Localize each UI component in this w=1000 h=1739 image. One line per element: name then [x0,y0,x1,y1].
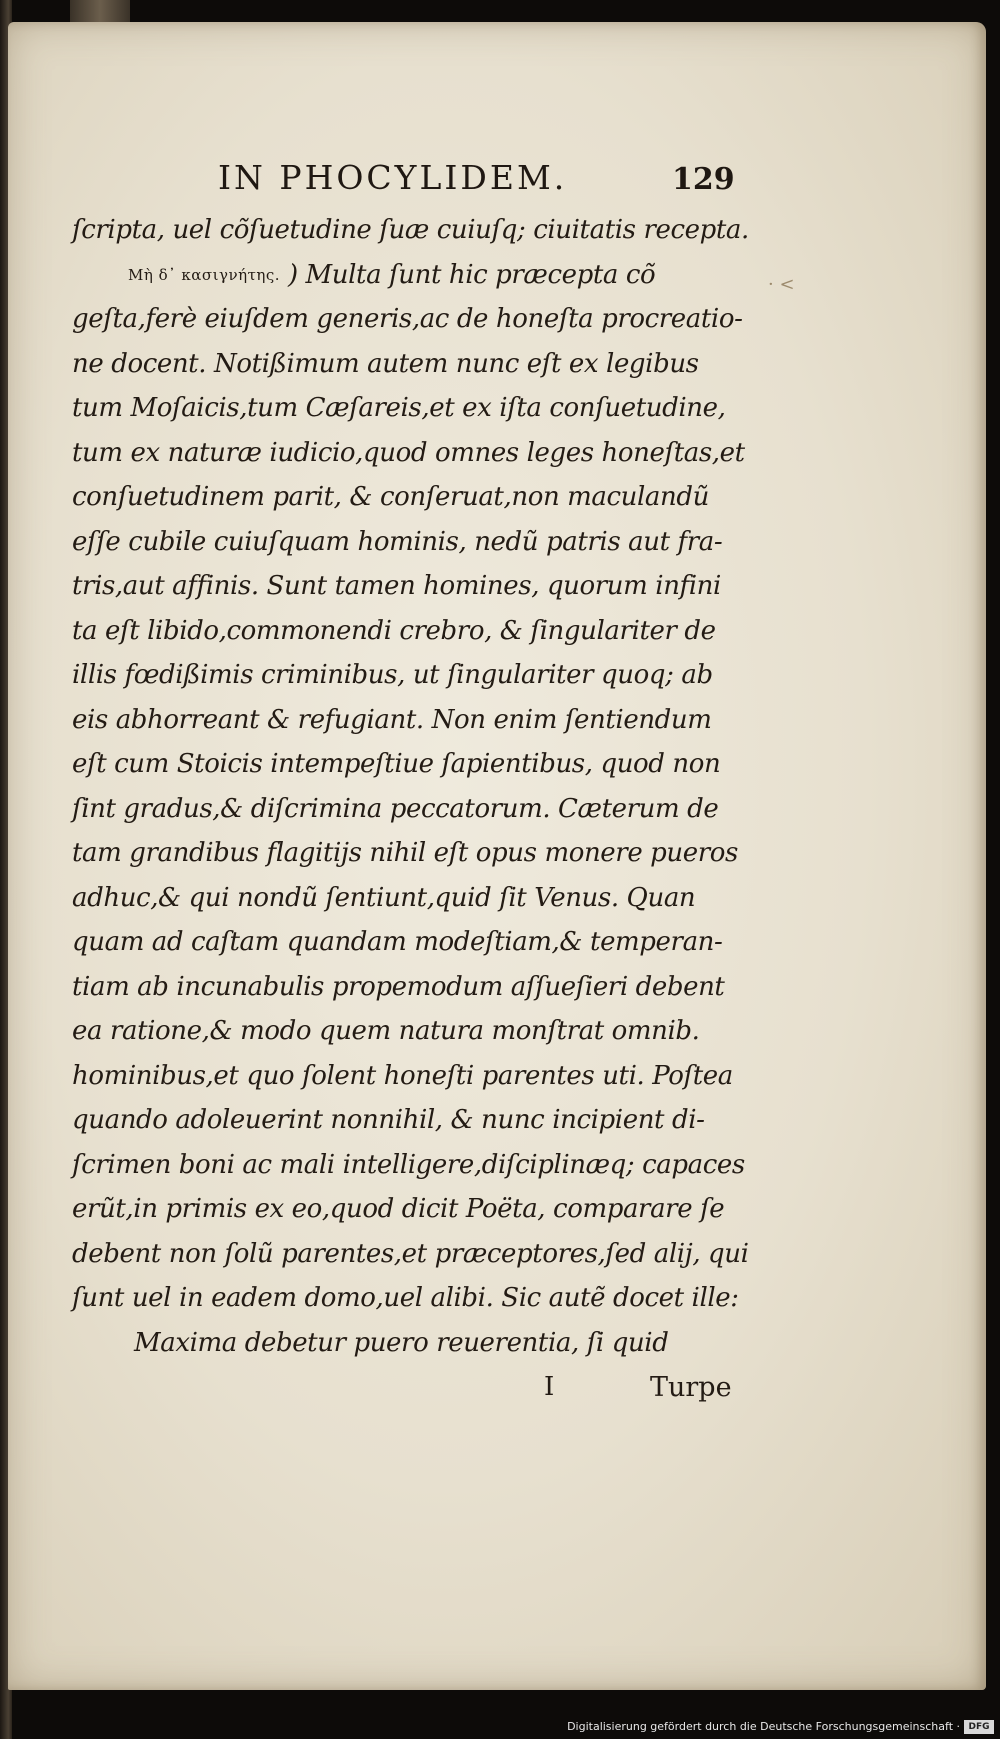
text-line: ne docent. Notißimum autem nunc eſt ex legibus [72,348,699,379]
text-line: tam grandibus flagitijs nihil eſt opus monere pueros [72,838,738,868]
text-line-lemma [72,253,752,298]
text-line: tum Moſaicis,tum Cæſareis,et ex iſta conſuetudine, [72,393,726,423]
text-line: eis abhorreant & refugiant. Non enim ſentiendum [72,704,712,735]
running-title: IN PHOCYLIDEM. [218,158,568,197]
catchword: Turpe [650,1372,732,1403]
page-footer [8,1372,986,1412]
text-line: quam ad caſtam quandam modeſtiam,& temperan- [72,927,723,957]
digitization-credit: Digitalisierung gefördert durch die Deutsche Forschungsgemeinschaft · [567,1720,960,1733]
text-line: debent non ſolũ parentes,et præceptores,ſed alij, qui [72,1238,749,1269]
book-page [8,22,986,1690]
page-header [8,140,986,200]
text-line: tiam ab incunabulis propemodum aſſueſieri debent [72,971,725,1002]
text-line: ) Multa ſunt hic præcepta cõ [287,259,656,290]
verse-line: Maxima debetur puero reuerentia, ſi quid [134,1327,669,1358]
greek-lemma: Μὴ δ᾽ κασιγνήτης. [128,265,281,284]
dfg-logo: DFG [964,1720,994,1734]
text-line: ſcripta, uel cõſuetudine ſuæ cuiuſq; ciuitatis recepta. [72,215,749,245]
text-line: ſcrimen boni ac mali intelligere,diſciplinæq; capaces [72,1149,745,1180]
margin-mark: · < [768,274,795,295]
text-line: eſt cum Stoicis intempeſtiue ſapientibus, quod non [72,749,721,779]
body-text [72,208,752,1365]
text-line: erũt,in primis ex eo,quod dicit Poëta, comparare ſe [72,1194,725,1224]
page-number: 129 [672,162,735,197]
binding-tab [70,0,130,22]
text-line: quando adoleuerint nonnihil, & nunc incipient di- [72,1105,705,1135]
text-line: tum ex naturæ iudicio,quod omnes leges honeſtas,et [72,437,745,468]
text-line: conſuetudinem parit, & conſeruat,non maculandũ [72,482,709,512]
text-line: ea ratione,& modo quem natura monſtrat omnib. [72,1016,700,1046]
text-line: adhuc,& qui nondũ ſentiunt,quid ſit Venus. Quan [72,882,696,913]
text-line: geſta,ferè eiuſdem generis,ac de honeſta procreatio- [72,304,743,334]
text-line: illis fœdißimis criminibus, ut ſingulariter quoq; ab [72,660,713,690]
signature-mark: I [544,1372,555,1402]
text-line: ſunt uel in eadem domo,uel alibi. Sic autẽ docet ille: [72,1283,739,1313]
text-line: tris,aut affinis. Sunt tamen homines, quorum infini [72,571,721,601]
text-line: ſint gradus,& diſcrimina peccatorum. Cæterum de [72,793,719,824]
text-line: eſſe cubile cuiuſquam hominis, nedũ patris aut fra- [72,526,723,557]
text-line: ta eſt libido,commonendi crebro, & ſingulariter de [72,615,716,646]
text-line: hominibus,et quo ſolent honeſti parentes uti. Poſtea [72,1060,733,1091]
